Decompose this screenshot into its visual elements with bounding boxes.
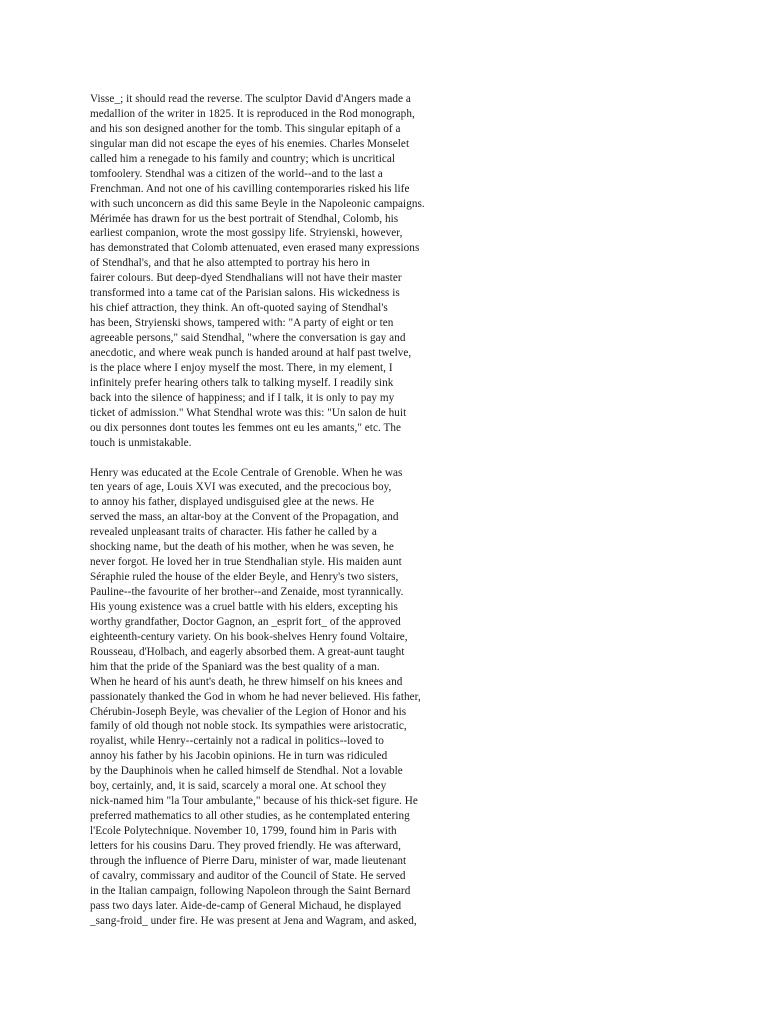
text-line: Henry was educated at the Ecole Centrale of Grenoble. When he was (90, 466, 403, 479)
text-line: passionately thanked the God in whom he had never believed. His father, (90, 690, 421, 703)
text-line: transformed into a tame cat of the Parisian salons. His wickedness is (90, 287, 400, 300)
text-line: Mérimée has drawn for us the best portrait of Stendhal, Colomb, his (90, 212, 399, 225)
paragraph-spacer (90, 451, 490, 466)
text-line: royalist, while Henry--certainly not a radical in politics--loved to (90, 735, 384, 748)
paragraph (90, 92, 490, 451)
text-line: served the mass, an altar-boy at the Convent of the Propagation, and (90, 511, 399, 524)
text-line: by the Dauphinois when he called himself de Stendhal. Not a lovable (90, 765, 403, 778)
text-line: preferred mathematics to all other studies, as he contemplated entering (90, 810, 410, 823)
text-line: agreeable persons," said Stendhal, "where the conversation is gay and (90, 332, 406, 344)
text-line: has been, Stryienski shows, tampered with: "A party of eight or ten (90, 317, 394, 330)
text-line: called him a renegade to his family and country; which is uncritical (90, 152, 396, 165)
text-line: anecdotic, and where weak punch is handed around at half past twelve, (90, 346, 412, 359)
text-line: never forgot. He loved her in true Stendhalian style. His maiden aunt (90, 556, 402, 569)
text-line: is the place where I enjoy myself the most. There, in my element, I (90, 361, 393, 374)
text-line: has demonstrated that Colomb attenuated, even erased many expressions (90, 242, 420, 255)
text-line: to annoy his father, displayed undisguised glee at the news. He (90, 496, 375, 509)
paragraph (90, 466, 490, 929)
text-line: Pauline--the favourite of her brother--and Zenaide, most tyrannically. (90, 586, 404, 598)
text-line: fairer colours. But deep-dyed Stendhalians will not have their master (90, 272, 402, 285)
text-line: and his son designed another for the tomb. This singular epitaph of a (90, 122, 401, 135)
text-line: Frenchman. And not one of his cavilling contemporaries risked his life (90, 182, 410, 195)
text-line: tomfoolery. Stendhal was a citizen of the world--and to the last a (90, 167, 383, 180)
text-line: medallion of the writer in 1825. It is reproduced in the Rod monograph, (90, 107, 415, 120)
text-line: Chérubin-Joseph Beyle, was chevalier of the Legion of Honor and his (90, 705, 407, 718)
text-line: boy, certainly, and, it is said, scarcely a moral one. At school they (90, 780, 387, 793)
text-line: Rousseau, d'Holbach, and eagerly absorbed them. A great-aunt taught (90, 645, 405, 658)
text-line: shocking name, but the death of his mother, when he was seven, he (90, 541, 394, 554)
text-line: through the influence of Pierre Daru, minister of war, made lieutenant (90, 854, 407, 867)
text-line: his chief attraction, they think. An oft-quoted saying of Stendhal's (90, 302, 388, 315)
text-line: l'Ecole Polytechnique. November 10, 1799, found him in Paris with (90, 825, 397, 837)
text-line: of Stendhal's, and that he also attempted to portray his hero in (90, 257, 370, 270)
text-line: infinitely prefer hearing others talk to talking myself. I readily sink (90, 376, 394, 389)
document-page (90, 92, 490, 929)
text-line: pass two days later. Aide-de-camp of General Michaud, he displayed (90, 899, 402, 912)
text-line: eighteenth-century variety. On his book-shelves Henry found Voltaire, (90, 630, 408, 643)
text-line: him that the pride of the Spaniard was the best quality of a man. (90, 660, 380, 673)
text-line: touch is unmistakable. (90, 436, 192, 449)
text-line: back into the silence of happiness; and if I talk, it is only to pay my (90, 391, 395, 404)
text-line: of cavalry, commissary and auditor of the Council of State. He served (90, 869, 406, 882)
text-line: ou dix personnes dont toutes les femmes ont eu les amants," etc. The (90, 421, 402, 434)
text-line: When he heard of his aunt's death, he threw himself on his knees and (90, 675, 403, 688)
text-line: _sang-froid_ under fire. He was present at Jena and Wagram, and asked, (90, 914, 417, 927)
text-line: family of old though not noble stock. Its sympathies were aristocratic, (90, 720, 407, 733)
text-line: ticket of admission." What Stendhal wrote was this: "Un salon de huit (90, 406, 407, 419)
text-line: Visse_; it should read the reverse. The sculptor David d'Angers made a (90, 93, 411, 105)
text-line: Séraphie ruled the house of the elder Beyle, and Henry's two sisters, (90, 571, 399, 584)
text-line: annoy his father by his Jacobin opinions. He in turn was ridiculed (90, 750, 388, 763)
text-line: letters for his cousins Daru. They proved friendly. He was afterward, (90, 839, 402, 852)
text-line: revealed unpleasant traits of character. His father he called by a (90, 526, 377, 539)
document-body (90, 92, 490, 929)
text-line: earliest companion, wrote the most gossipy life. Stryienski, however, (90, 227, 403, 240)
text-line: nick-named him "la Tour ambulante," because of his thick-set figure. He (90, 795, 418, 808)
text-line: His young existence was a cruel battle with his elders, excepting his (90, 600, 398, 613)
text-line: ten years of age, Louis XVI was executed, and the precocious boy, (90, 481, 392, 494)
text-line: worthy grandfather, Doctor Gagnon, an _esprit fort_ of the approved (90, 615, 401, 628)
text-line: with such unconcern as did this same Beyle in the Napoleonic campaigns. (90, 197, 425, 210)
text-line: in the Italian campaign, following Napoleon through the Saint Bernard (90, 884, 411, 897)
text-line: singular man did not escape the eyes of his enemies. Charles Monselet (90, 137, 410, 150)
